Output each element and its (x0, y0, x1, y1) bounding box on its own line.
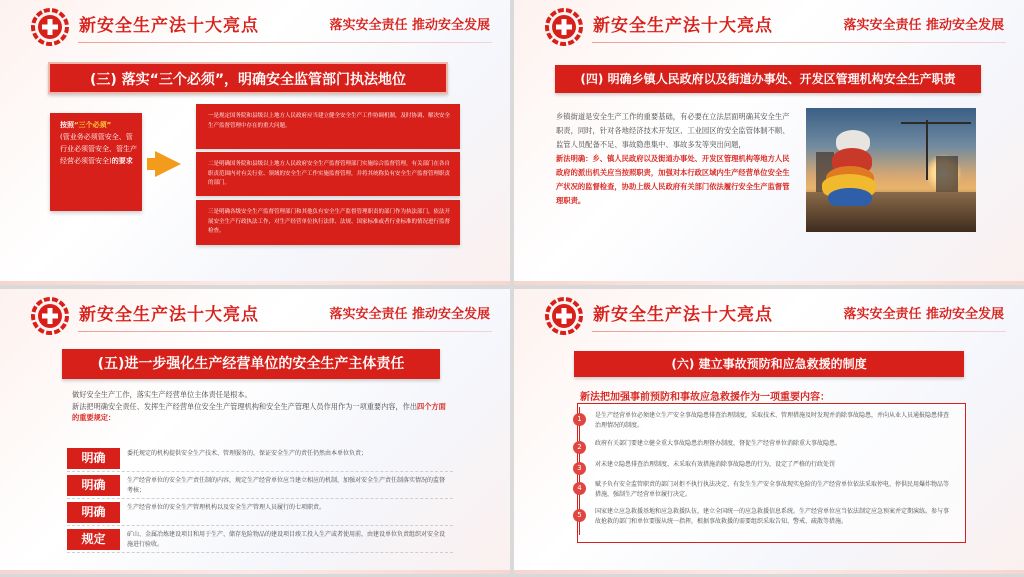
slide-1[interactable] (0, 0, 510, 285)
provision-box-2: 二是明确国务院和县级以上地方人民政府安全生产监督管理部门实施综合监督管理，有关部门在各自职责范围内对有关行业、领域的安全生产工作实施监督管理，并将其统称负有安全生产监督管理职责的部门。 (196, 152, 460, 196)
item-text: 是生产经营单位必须建立生产安全事故隐患排查治理制度，采取技术、管理措施及时发现并消除事故隐患，并向从业人员通报隐患排查治理情况的制度。 (595, 412, 950, 429)
safety-emblem-icon (30, 8, 70, 46)
item-text: 委托规定的机构提供安全生产技术、管理服务的，保证安全生产的责任仍然由本单位负责； (127, 450, 368, 457)
intro-line-2: 新法把明确安全责任、发挥生产经营单位安全生产管理机构和安全生产管理人员作用作为一项重要内容，作出 (72, 401, 418, 411)
slide-header (514, 289, 1024, 341)
list-item (67, 473, 453, 499)
safety-emblem-icon (544, 297, 584, 335)
item-text: 生产经营单位的安全生产管理机构以及安全生产管理人员履行的七项职责。 (127, 504, 326, 511)
provision-box-3: 三是明确各级安全生产监督管理部门和其他负有安全生产监督管理职责的部门作为执法部门，依法开展安全生产行政执法工作，对生产经营单位执行法律、法规、国家标准或者行业标准的情况进行监督检查。 (196, 200, 460, 245)
requirement-suffix: 的要求 (111, 157, 133, 165)
paragraph-body: 乡镇街道是安全生产工作的重要基础，有必要在立法层面明确其安全生产职责，同时，针对各地经济技术开发区、工业园区的安全监管体制不顺、监管人员配备不足、事故隐患集中、事故多发等突出问题， (556, 112, 790, 149)
header-divider (592, 42, 1006, 43)
header-divider (78, 331, 492, 332)
section-banner: (五)进一步强化生产经营单位的安全生产主体责任 (62, 349, 440, 379)
list-item (573, 409, 953, 433)
section-banner: (六) 建立事故预防和应急救援的制度 (574, 351, 964, 377)
safety-emblem-icon (30, 297, 70, 335)
provision-box-1: 一是规定国务院和县级以上地方人民政府应当建立健全安全生产工作协调机制，及时协调、解决安全生产监督管理中存在的重大问题。 (196, 104, 460, 149)
page-title: 新安全生产法十大亮点 (593, 16, 773, 36)
bottom-strip (514, 570, 1024, 574)
item-tag: 明确 (67, 502, 120, 523)
section-banner: (四) 明确乡镇人民政府以及街道办事处、开发区管理机构安全生产职责 (555, 65, 981, 93)
paragraph-emphasis: 新法明确：乡、镇人民政府以及街道办事处、开发区管理机构等地方人民政府的派出机关应当按照职责，加强对本行政区域内生产经营单位安全生产状况的监督检查，协助上级人民政府有关部门依法履行安全生产监督管理职责。 (556, 154, 790, 205)
bottom-strip (0, 281, 510, 285)
slogan: 落实安全责任 推动安全发展 (843, 18, 1004, 33)
bottom-strip (514, 281, 1024, 285)
item-text: 国家建立应急救援基地和应急救援队伍，建立全国统一的应急救援信息系统。生产经营单位应当依法制定应急预案并定期演练。参与事故抢救的部门和单位要服从统一指挥，根据事故救援的需要组织采取告知、警戒、疏散等措施。 (595, 508, 950, 525)
requirement-box (50, 113, 142, 211)
item-tag: 规定 (67, 529, 120, 550)
slogan: 落实安全责任 推动安全发展 (843, 307, 1004, 322)
page-title: 新安全生产法十大亮点 (79, 305, 259, 325)
section-paragraph (556, 110, 796, 208)
header-divider (78, 42, 492, 43)
page-title: 新安全生产法十大亮点 (593, 305, 773, 325)
safety-emblem-icon (544, 8, 584, 46)
requirement-highlight: “三个必须” (74, 121, 112, 129)
construction-helmets-image (806, 108, 976, 232)
intro-emphasis: 四个方面的重要规定： (72, 401, 446, 422)
list-item (67, 446, 453, 472)
list-item (573, 505, 953, 529)
slide-header (0, 289, 510, 341)
item-text: 赋予负有安全监管职责的部门对拒不执行执法决定、有发生生产安全事故现实危险的生产经营单位依法采取停电、停供民用爆炸物品等措施，强制生产经营单位履行决定。 (595, 481, 950, 498)
requirement-detail: (管业务必须管安全、管行业必须管安全、管生产经营必须管安全) (60, 133, 137, 165)
slogan: 落实安全责任 推动安全发展 (329, 307, 490, 322)
section-intro (72, 389, 452, 424)
crane-silhouette (901, 122, 971, 124)
header-divider (592, 331, 1006, 332)
crane-silhouette (926, 120, 928, 180)
item-text: 矿山、金属冶炼建设项目和用于生产、储存危险物品的建设项目竣工投入生产或者使用前，由建设单位负责组织对安全设施进行验收。 (127, 531, 446, 548)
section-subtitle: 新法把加强事前预防和事故应急救援作为一项重要内容： (580, 392, 830, 403)
slide-2[interactable] (514, 0, 1024, 285)
slide-header (514, 0, 1024, 52)
slide-4[interactable] (514, 289, 1024, 574)
item-number: 5 (573, 509, 586, 522)
slide-header (0, 0, 510, 52)
intro-line-1: 做好安全生产工作，落实生产经营单位主体责任是根本。 (72, 390, 252, 399)
item-number: 3 (573, 462, 586, 475)
item-tag: 明确 (67, 475, 120, 496)
helmet-blue (828, 188, 872, 206)
bottom-strip (0, 570, 510, 574)
slogan: 落实安全责任 推动安全发展 (329, 18, 490, 33)
item-text: 对未建立隐患排查治理制度、未采取有效措施消除事故隐患的行为，设定了严格的行政处罚 (595, 461, 836, 468)
item-number: 4 (573, 482, 586, 495)
item-number: 1 (573, 413, 586, 426)
slide-3[interactable] (0, 289, 510, 574)
item-text: 生产经营单位的安全生产责任制的内容，规定生产经营单位应当建立相应的机制，加强对安全生产责任制落实情况的监督考核； (127, 477, 446, 494)
item-number: 2 (573, 441, 586, 454)
item-tag: 明确 (67, 448, 120, 469)
item-text: 政府有关部门要建立健全重大事故隐患治理督办制度，督促生产经营单位消除重大事故隐患。 (595, 440, 842, 447)
list-item (67, 527, 453, 553)
requirement-prefix: 按照 (60, 121, 74, 129)
list-item (573, 478, 953, 502)
list-item (67, 500, 453, 526)
section-banner: (三) 落实“三个必须”，明确安全监管部门执法地位 (48, 62, 448, 94)
arrow-right-icon (155, 151, 181, 177)
page-title: 新安全生产法十大亮点 (79, 16, 259, 36)
building-silhouette (936, 156, 958, 192)
